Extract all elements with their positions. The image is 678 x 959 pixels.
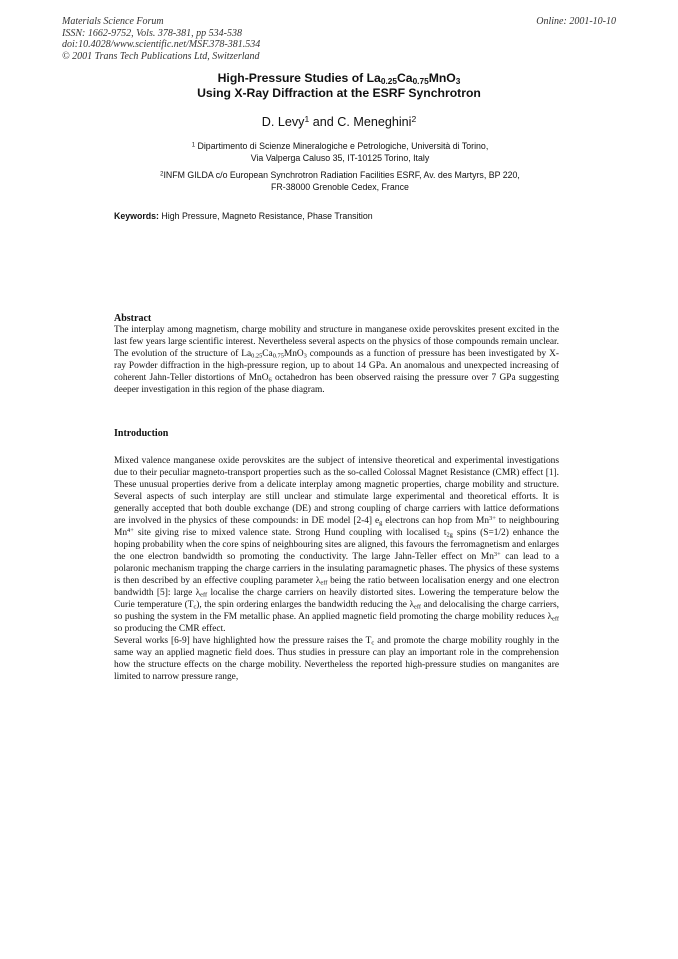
author-list: D. Levy$^1$ and C. Meneghini$^2$ — [261, 114, 417, 129]
paper-title-line-1: High-Pressure Studies of $La_{0.25}Ca_{0.75}MnO_3$ — [217, 71, 461, 87]
affiliation-2: $^2$INFM GILDA c/o European Synchrotron Radiation Facilities ESRF, Av. des Martyrs, BP 220, FR-38000 Grenoble Cedex, France — [160, 170, 520, 192]
introduction-text — [114, 455, 559, 683]
online-date: Online: 2001-10-10 — [536, 16, 616, 27]
doi-link[interactable]: doi:10.4028/www.scientific.net/MSF.378-381.534 — [62, 39, 261, 50]
affiliation-1: $^1$ Dipartimento di Scienze Mineralogiche e Petrologiche, Università di Torino, Via Valperga Caluso 35, IT-10125 Torino, Italy — [191, 141, 489, 163]
keywords: Keywords: High Pressure, Magneto Resistance, Phase Transition — [114, 211, 373, 221]
introduction-heading: Introduction — [114, 428, 169, 439]
paper-title-line-2: Using X-Ray Diffraction at the ESRF Synchrotron — [197, 86, 481, 100]
journal-name: Materials Science Forum — [62, 16, 164, 27]
abstract-text: The interplay among magnetism, charge mobility and structure in manganese oxide perovskites present excited in the last few years large scientific interest. Nevertheless several aspects on the physics of those compounds remain unclear. The evolution of the structure of $La_{0.25}Ca_{0.75}MnO_3$ compounds as a function of pressure has been investigated by X-ray Powder diffraction in the high-pressure region, up to about 14 GPa. An anomalous and unexpected increasing of coherent Jahn-Teller distortions of MnO$_6$ octahedron has been observed raising the pressure over 7 GPa suggesting deeper investigation in this region of the phase diagram. — [114, 325, 559, 395]
paragraph: Mixed valence manganese oxide perovskites are the subject of intensive theoretical and experimental investigations due to their peculiar magneto-transport properties such as the so-called Colossal Magnet Resistance (CMR) effect [1]. These unusual properties derive from a delicate interplay among magnetic properties, charge mobility and structure. Several aspects of such interplay are still unclear and stimulate large experimental and theoretical efforts. It is generally accepted that both double exchange (DE) and strong coupling of charge carriers with lattice deformations are involved in the physics of these compounds: in DE model [2-4] $e_g$ electrons can hop from $Mn^{3+}$ to neighbouring $Mn^{4+}$ site giving rise to mixed valence state. Strong Hund coupling with localised $t_{2g}$ spins (S=1/2) enhance the hoping probability when the core spins of neighbouring sites are aligned, this favours the ferromagnetism and enlarges the one electron bandwidth so promoting the conductivity. The large Jahn-Teller effect on $Mn^{3+}$ can lead to a polaronic mechanism trapping the charge carriers in the insulating paramagnetic phases. The physics of these systems is then described by an effective coupling parameter $\lambda_{eff}$ being the ratio between localisation energy and one electron bandwidth [5]: large $\lambda_{eff}$ localise the charge carriers on heavily distorted sites. Lowering the temperature below the Curie temperature $(T_c)$, the spin ordering enlarges the bandwidth reducing the $\lambda_{eff}$ and delocalising the charge carriers, so pushing the system in the FM metallic phase. An applied magnetic field promoting the charge mobility reduces $\lambda_{eff}$ so producing the CMR effect. — [114, 456, 560, 634]
journal-header — [62, 16, 260, 62]
abstract-heading: Abstract — [114, 313, 152, 324]
copyright-line: © 2001 Trans Tech Publications Ltd, Switzerland — [62, 50, 260, 62]
paragraph: Several works [6-9] have highlighted how the pressure raises the $T_c$ and promote the charge mobility roughly in the same way an applied magnetic field does. Thus studies in pressure can play an important role in the comprehension how the structure effects on the charge mobility. Nevertheless the reported high-pressure studies on manganites are limited to narrow pressure range, — [114, 636, 559, 682]
issn-line: ISSN: 1662-9752, Vols. 378-381, pp 534-538 — [62, 27, 242, 39]
